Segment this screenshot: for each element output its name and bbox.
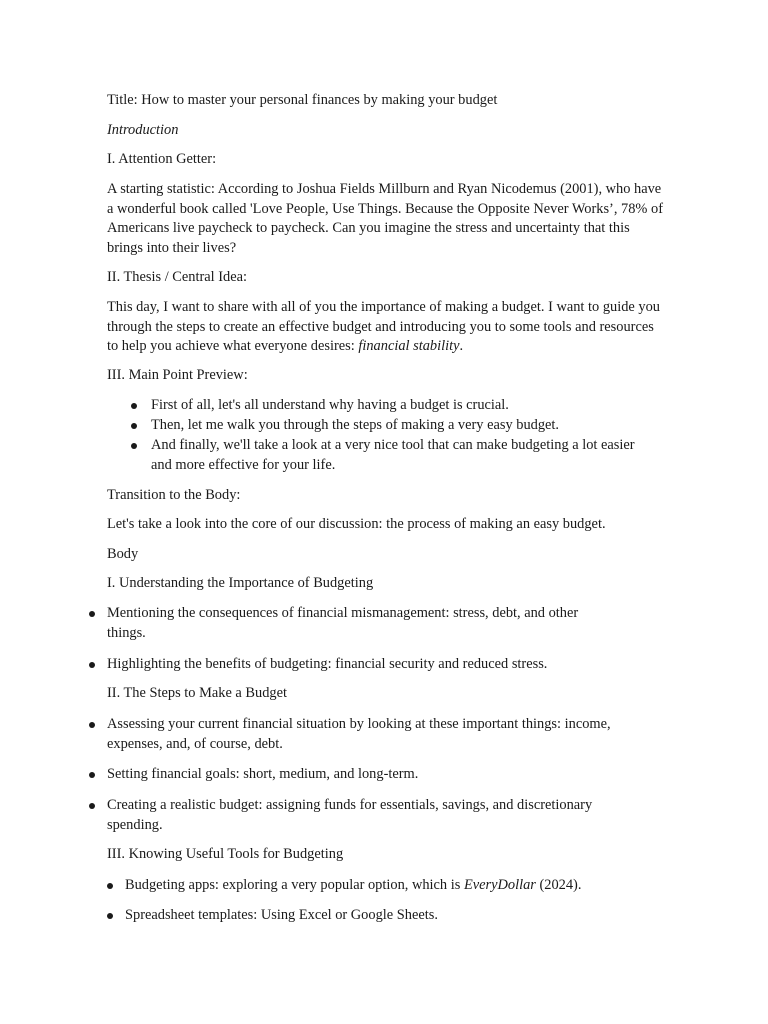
thesis-text: This day, I want to share with all of you the importance of making a budget. I want to guide you through the steps to create an effective budget and introducing you to some tools and resources to help you achieve what everyone desires: — [107, 299, 660, 355]
preview-item-text: First of all, let's all understand why having a budget is crucial. — [151, 397, 509, 413]
bullet-icon — [131, 403, 137, 409]
section3-heading: III. Knowing Useful Tools for Budgeting — [107, 846, 344, 862]
thesis-heading: II. Thesis / Central Idea: — [107, 269, 247, 285]
bullet-icon — [89, 611, 95, 617]
bullet-icon — [89, 772, 95, 778]
preview-item-text: And finally, we'll take a look at a very nice tool that can make budgeting a lot easier and more effective for your life. — [151, 437, 635, 473]
section3-item-text-start: Budgeting apps: exploring a very popular option, which is — [125, 877, 464, 893]
attention-getter-paragraph: A starting statistic: According to Joshua Fields Millburn and Ryan Nicodemus (2001), who have a wonderful book called 'Love People, Use Things. Because the Opposite Never Works’, 78% of Americans live paycheck to paycheck. Can you imagine the stress and uncertainty that this brings into their lives? — [107, 181, 663, 256]
section3-item-text-end: (2024). — [535, 877, 582, 893]
thesis-emphasis: financial stability — [358, 338, 460, 355]
transition-heading: Transition to the Body: — [107, 487, 241, 503]
bullet-icon — [89, 803, 95, 809]
section1-heading: I. Understanding the Importance of Budgeting — [107, 575, 374, 591]
thesis-text-end: . — [459, 338, 464, 355]
section3-item-text: Spreadsheet templates: Using Excel or Google Sheets. — [125, 907, 438, 923]
section2-item-text: Creating a realistic budget: assigning funds for essentials, savings, and discretionary spending. — [107, 797, 593, 833]
attention-getter-heading: I. Attention Getter: — [107, 151, 217, 167]
transition-paragraph: Let's take a look into the core of our discussion: the process of making an easy budget. — [107, 516, 606, 532]
introduction-heading: Introduction — [107, 122, 179, 138]
bullet-icon — [89, 662, 95, 668]
body-heading: Body — [107, 546, 139, 562]
section2-item-text: Assessing your current financial situation by looking at these important things: income, expenses, and, of course, debt. — [107, 716, 611, 752]
app-name-emphasis: EveryDollar — [463, 877, 536, 893]
preview-heading: III. Main Point Preview: — [107, 367, 248, 383]
section1-item-text: Mentioning the consequences of financial mismanagement: stress, debt, and other things. — [107, 605, 579, 641]
bullet-icon — [107, 913, 113, 919]
bullet-icon — [131, 423, 137, 429]
section2-item-text: Setting financial goals: short, medium, and long-term. — [107, 766, 419, 782]
section1-item-text: Highlighting the benefits of budgeting: financial security and reduced stress. — [107, 656, 548, 672]
section2-heading: II. The Steps to Make a Budget — [107, 685, 287, 701]
bullet-icon — [89, 722, 95, 728]
bullet-icon — [107, 883, 113, 889]
section3-item-text — [125, 876, 665, 896]
document-title: Title: How to master your personal finances by making your budget — [107, 92, 498, 108]
bullet-icon — [131, 443, 137, 449]
preview-item-text: Then, let me walk you through the steps of making a very easy budget. — [151, 417, 560, 433]
thesis-paragraph — [107, 298, 667, 357]
